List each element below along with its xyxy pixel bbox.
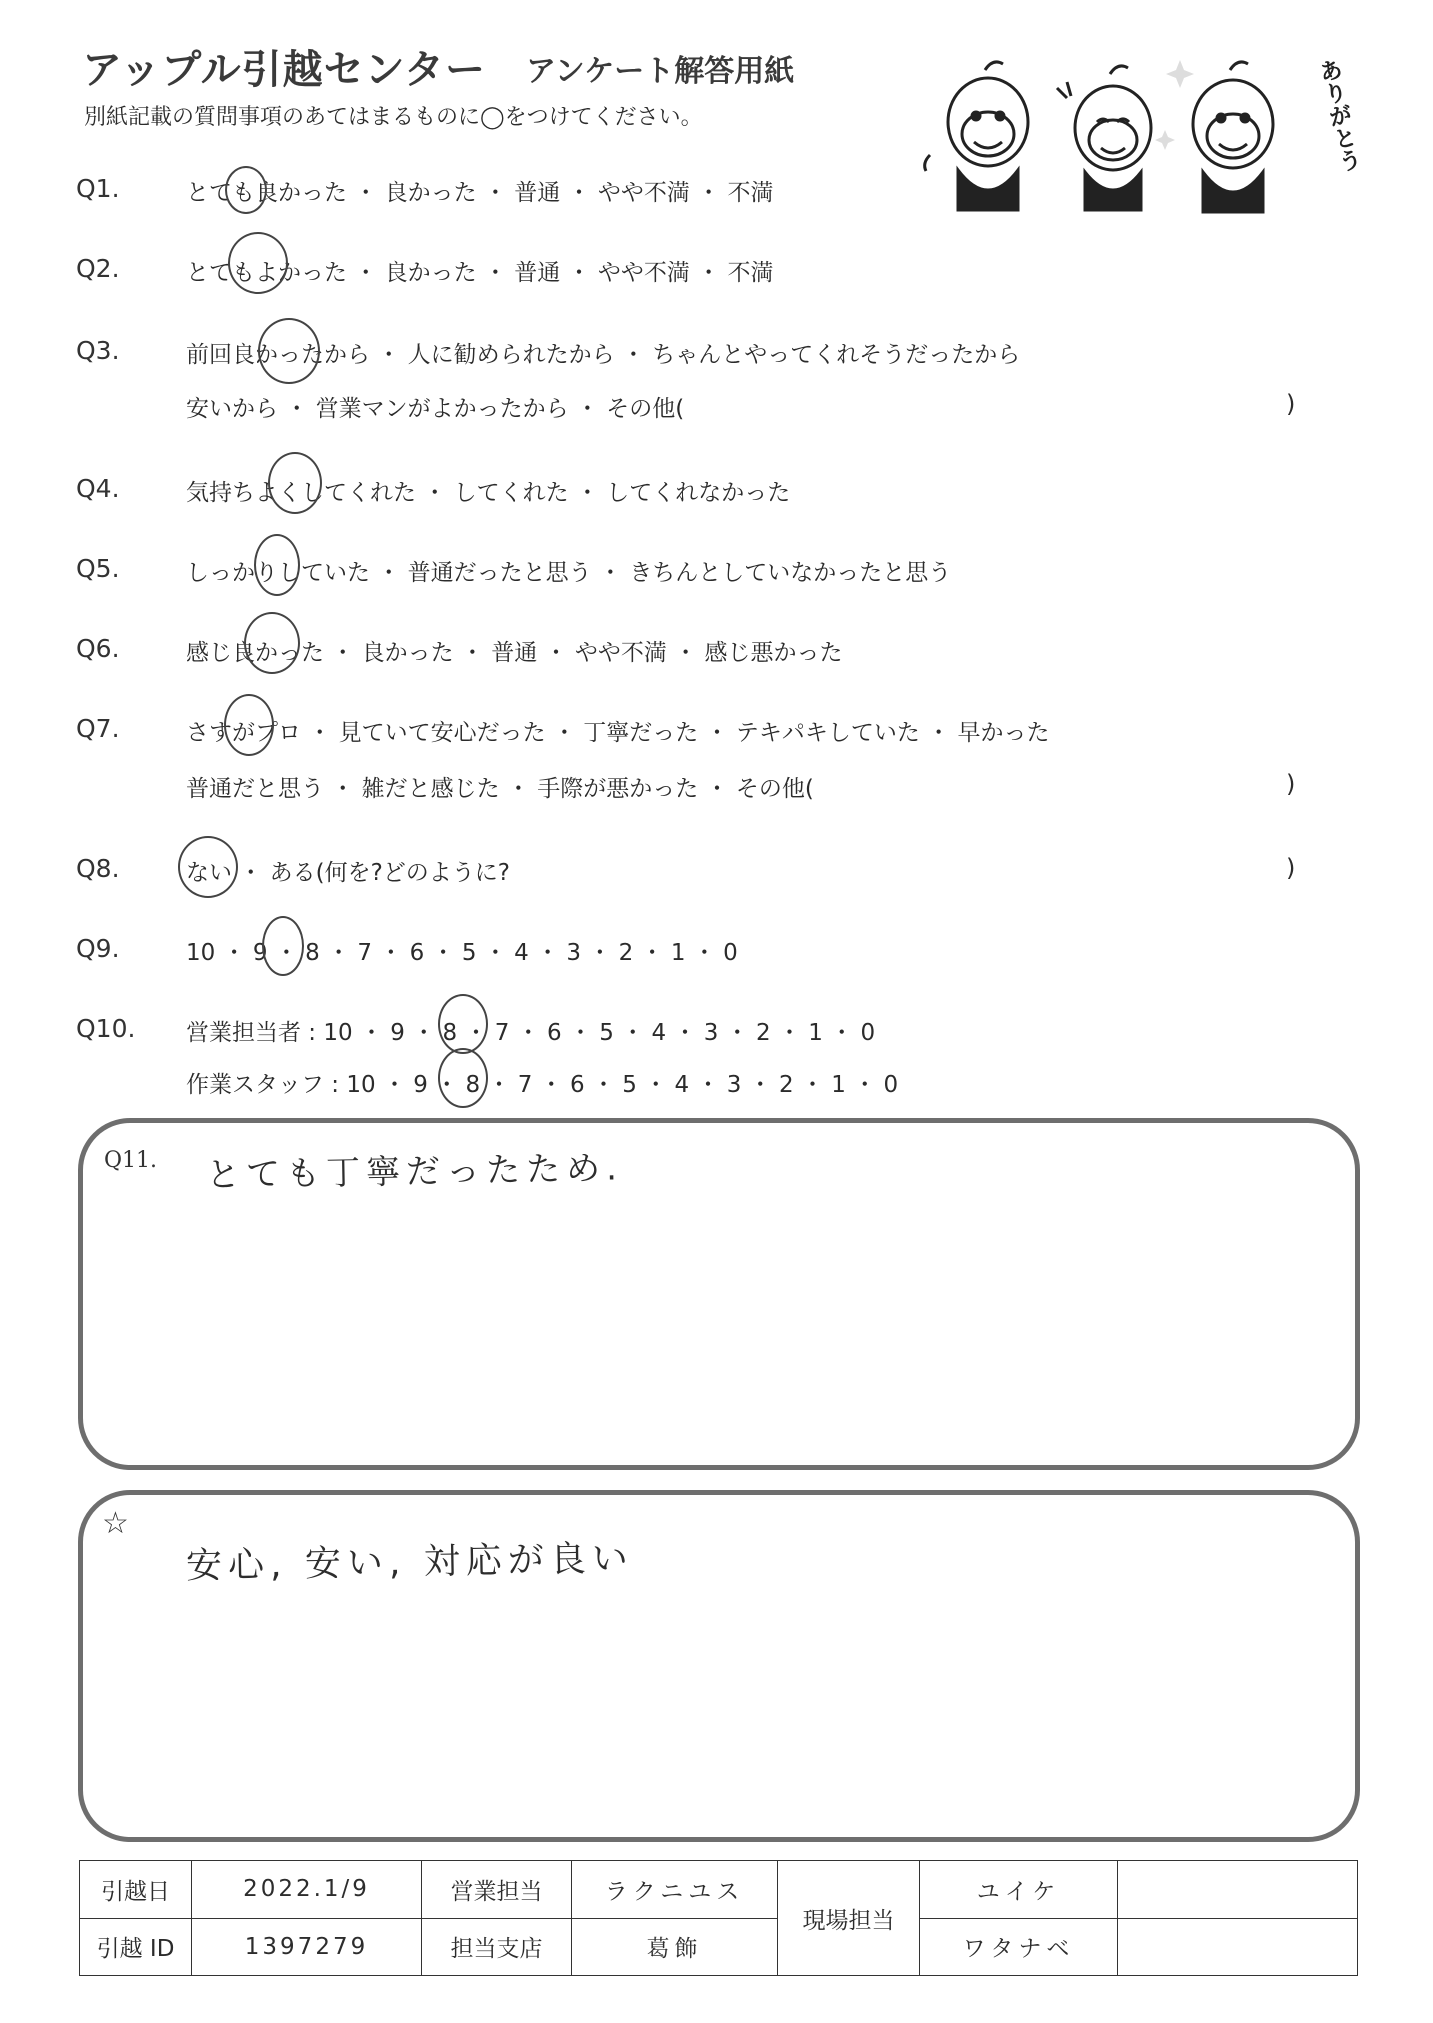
blank-cell [1118,1918,1358,1976]
question-options: ない ・ ある(何を?どのように? [186,860,511,886]
selection-circle [438,1048,488,1108]
question-options-line2: 作業スタッフ : 10 ・ 9 ・ 8 ・ 7 ・ 6 ・ 5 ・ 4 ・ 3 ・ 2 ・ 1 ・ 0 [186,1072,899,1098]
other-close-paren: ) [1286,390,1296,418]
question-number: Q1. [76,174,120,203]
sales-staff-value: ラクニユス [572,1861,778,1919]
question-options: さすがプロ ・ 見ていて安心だった ・ 丁寧だった ・ テキパキしていた ・ 早かった [186,720,1050,746]
q11-label: Q11. [104,1148,158,1173]
other-close-paren: ) [1286,854,1296,882]
question-number: Q4. [76,474,120,503]
question-options: 前回良かったから ・ 人に勧められたから ・ ちゃんとやってくれそうだったから [186,342,1021,368]
question-options: 営業担当者 : 10 ・ 9 ・ 8 ・ 7 ・ 6 ・ 5 ・ 4 ・ 3 ・ 2 ・ 1 ・ 0 [186,1020,876,1046]
question-number: Q10. [76,1014,136,1043]
selection-circle [254,534,300,596]
onsite-staff-value-2: ワタナベ [920,1918,1118,1976]
mascot-illustration [890,40,1340,220]
star-handwritten-answer: 安心, 安い, 対応が良い [185,1538,635,1587]
question-number: Q7. [76,714,120,743]
question-number: Q6. [76,634,120,663]
question-options: とても良かった ・ 良かった ・ 普通 ・ やや不満 ・ 不満 [186,180,774,206]
question-options: しっかりしていた ・ 普通だったと思う ・ きちんとしていなかったと思う [186,560,952,586]
moving-date-value: 2022.1/9 [192,1861,422,1919]
question-number: Q2. [76,254,120,283]
question-options: 気持ちよくしてくれた ・ してくれた ・ してくれなかった [186,480,791,506]
moving-date-label: 引越日 [80,1861,192,1919]
sales-staff-label: 営業担当 [422,1861,572,1919]
survey-title: アップル引越センター [82,47,486,93]
question-number: Q3. [76,336,120,365]
moving-id-label: 引越 ID [80,1918,192,1976]
instruction-text: 別紙記載の質問事項のあてはまるものに◯をつけてください。 [84,105,703,130]
question-options-line2: 普通だと思う ・ 雑だと感じた ・ 手際が悪かった ・ その他( [186,776,814,802]
survey-subtitle: アンケート解答用紙 [526,54,795,89]
selection-circle [228,232,288,294]
mascot-thanks-text: ありがとう [1313,56,1363,175]
other-close-paren: ) [1286,770,1296,798]
star-label: ☆ [102,1506,129,1541]
selection-circle [225,166,267,214]
question-number: Q5. [76,554,120,583]
blank-cell [1118,1861,1358,1919]
monkey-mascot [925,62,1028,210]
selection-circle [178,836,238,898]
question-number: Q9. [76,934,120,963]
question-options: 10 ・ 9 ・ 8 ・ 7 ・ 6 ・ 5 ・ 4 ・ 3 ・ 2 ・ 1 ・ 0 [186,940,738,966]
question-options-line2: 安いから ・ 営業マンがよかったから ・ その他( [186,396,685,422]
footer-info-table [79,1860,1358,1976]
selection-circle [262,916,304,976]
monkey-mascot [1057,66,1151,210]
monkey-mascot [1193,62,1273,212]
selection-circle [268,452,322,514]
onsite-staff-value-1: ユイケ [920,1861,1118,1919]
question-number: Q8. [76,854,120,883]
selection-circle [244,612,300,674]
onsite-staff-label: 現場担当 [778,1861,920,1976]
q11-handwritten-answer: とても丁寧だったため. [205,1148,624,1196]
branch-label: 担当支店 [422,1918,572,1976]
selection-circle [224,694,274,756]
branch-value: 葛飾 [572,1918,778,1976]
question-options: 感じ良かった ・ 良かった ・ 普通 ・ やや不満 ・ 感じ悪かった [186,640,843,666]
moving-id-value: 1397279 [192,1918,422,1976]
question-options: とてもよかった ・ 良かった ・ 普通 ・ やや不満 ・ 不満 [186,260,774,286]
selection-circle [258,318,320,384]
selection-circle [438,994,488,1054]
